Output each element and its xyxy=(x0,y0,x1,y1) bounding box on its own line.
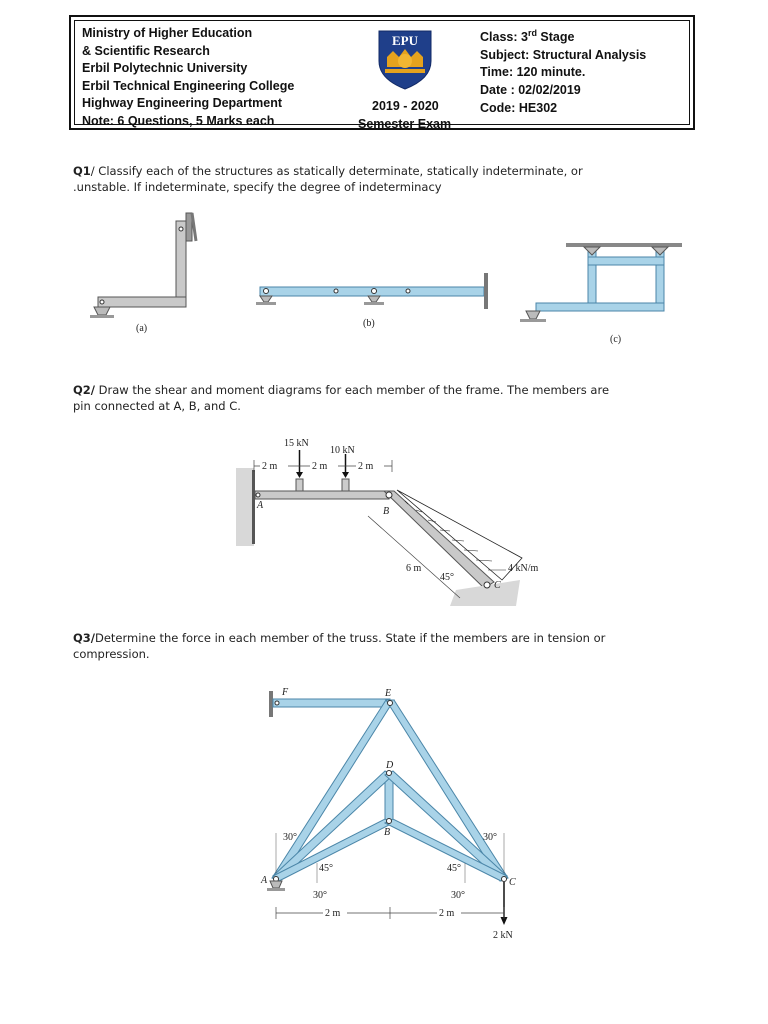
load-2kn-label: 2 kN xyxy=(493,930,513,941)
subject-line: Subject: Structural Analysis xyxy=(480,47,647,62)
q2-text xyxy=(73,382,609,414)
exam-header xyxy=(69,15,695,130)
q1-text xyxy=(73,163,583,195)
load-10-label: 10 kN xyxy=(330,445,355,456)
caption-c: (c) xyxy=(610,334,622,345)
length-6m: 6 m xyxy=(406,563,422,574)
q3-line2: compression. xyxy=(73,647,150,661)
q3-text xyxy=(73,630,605,662)
epu-logo xyxy=(375,27,435,91)
code-line: Code: HE302 xyxy=(480,100,558,115)
dim-right: 2 m xyxy=(439,908,455,919)
q1-line2: .unstable. If indeterminate, specify the degree of indeterminacy xyxy=(73,180,442,194)
college-line: Erbil Technical Engineering College xyxy=(82,78,295,93)
exam-type-text: Semester Exam xyxy=(358,117,452,131)
caption-b: (b) xyxy=(363,318,375,329)
q2-frame-figure xyxy=(230,430,570,615)
point-e: E xyxy=(385,688,392,699)
wall-support xyxy=(236,468,254,546)
dim-left: 2 m xyxy=(325,908,341,919)
date-line: Date : 02/02/2019 xyxy=(480,82,581,97)
header-left-block xyxy=(82,25,294,131)
q2-label: Q2/ xyxy=(73,383,95,397)
dim-3: 2 m xyxy=(358,461,374,472)
q1-figures xyxy=(80,205,710,350)
q3-truss-figure xyxy=(255,683,535,948)
class-line xyxy=(480,25,646,47)
class-prefix: Class: 3 xyxy=(480,30,528,45)
point-d: D xyxy=(386,760,394,771)
dim-1: 2 m xyxy=(262,461,278,472)
q2-line1: Draw the shear and moment diagrams for each member of the frame. The members are xyxy=(94,383,610,397)
department-line: Highway Engineering Department xyxy=(82,96,283,111)
point-a: A xyxy=(261,875,268,886)
point-c: C xyxy=(494,580,501,591)
structure-c xyxy=(520,243,682,345)
angle-30-c-top: 30° xyxy=(483,832,497,843)
angle-45-a: 45° xyxy=(319,863,333,874)
angle-30-c-bottom: 30° xyxy=(451,890,465,901)
point-b: B xyxy=(384,827,391,838)
dist-load-label: 4 kN/m xyxy=(508,563,539,574)
structure-a xyxy=(90,213,196,334)
truss-members xyxy=(272,699,508,881)
angle-30-a-top: 30° xyxy=(283,832,297,843)
ministry-line: Ministry of Higher Education xyxy=(82,26,253,40)
q3-line1: Determine the force in each member of the truss. State if the members are in tension or xyxy=(94,631,606,645)
angle-45-c: 45° xyxy=(447,863,461,874)
time-line: Time: 120 minute. xyxy=(480,65,586,80)
q2-line2: pin connected at A, B, and C. xyxy=(73,399,241,413)
load-15-label: 15 kN xyxy=(284,438,309,449)
point-a: A xyxy=(257,500,264,511)
point-c: C xyxy=(509,877,516,888)
q3-label: Q3/ xyxy=(73,631,95,645)
dim-2: 2 m xyxy=(312,461,328,472)
class-sup: rd xyxy=(527,28,537,38)
q1-line1: / Classify each of the structures as statically determinate, statically indeterminate, or xyxy=(90,164,583,178)
point-f: F xyxy=(282,687,289,698)
university-line: Erbil Polytechnic University xyxy=(82,61,248,76)
class-suffix: Stage xyxy=(536,30,575,45)
structure-b xyxy=(256,273,488,329)
caption-a: (a) xyxy=(136,323,148,334)
research-line: & Scientific Research xyxy=(82,43,210,58)
angle-30-a-bottom: 30° xyxy=(313,890,327,901)
angle-45: 45° xyxy=(440,572,454,583)
header-right-block xyxy=(480,25,646,117)
logo-text: EPU xyxy=(392,33,418,48)
year-text: 2019 - 2020 xyxy=(372,99,439,113)
point-b: B xyxy=(383,506,390,517)
header-inner-border xyxy=(74,20,690,131)
q1-label: Q1 xyxy=(73,164,91,178)
note-line: Note: 6 Questions, 5 Marks each xyxy=(82,113,275,128)
